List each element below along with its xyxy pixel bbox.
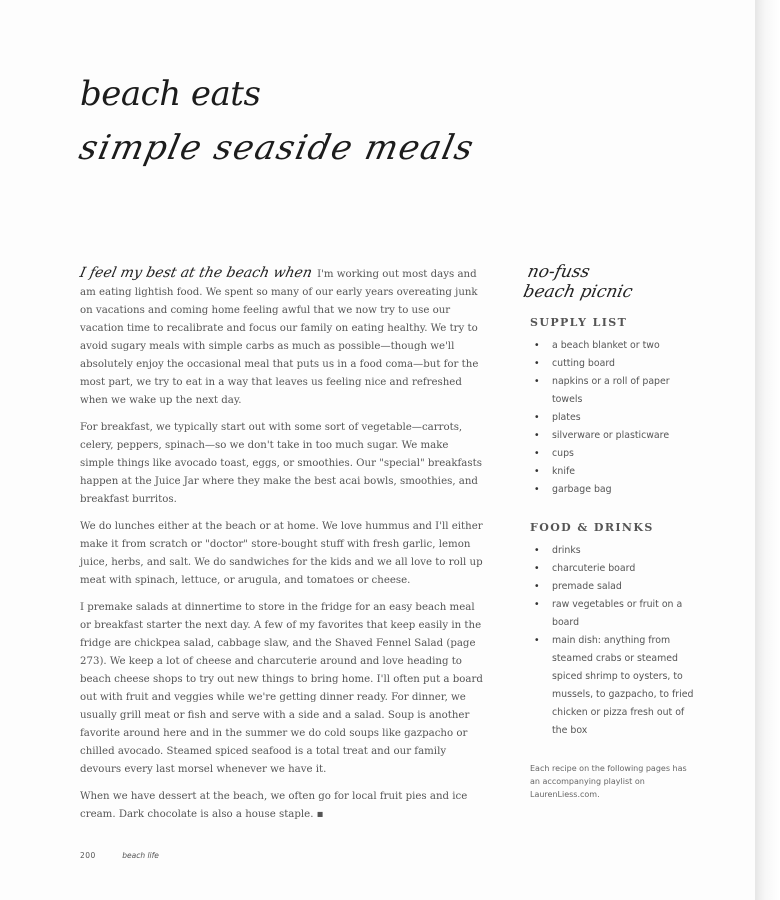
main-article: [80, 264, 485, 833]
paragraph-3: We do lunches either at the beach or at home. We love hummus and I'll either make it from scratch or "doctor" store-bought stuff with fresh garlic, lemon juice, herbs, and salt. We do sandwiches for the kids and we all love to roll up meat with spinach, lettuce, or arugula, and tomatoes or cheese.: [80, 521, 483, 586]
list-item: • cups: [530, 445, 700, 463]
page-edge: [755, 0, 780, 900]
food-drinks-heading: FOOD & DRINKS: [530, 521, 654, 534]
sidebar-title: [521, 262, 700, 302]
list-item: • cutting board: [530, 355, 700, 373]
list-item: • plates: [530, 409, 700, 427]
sidebar-picnic: [521, 262, 700, 801]
list-item: • raw vegetables or fruit on a board: [530, 596, 700, 632]
page-subtitle: simple seaside meals: [75, 128, 479, 168]
playlist-note: Each recipe on the following pages has an accompanying playlist on LaurenLiess.com.: [530, 764, 687, 799]
section-name: beach life: [122, 851, 159, 860]
list-item: • knife: [530, 463, 700, 481]
page-number: 200: [80, 851, 96, 860]
page-title: beach eats: [80, 74, 261, 114]
supply-list: [530, 337, 700, 499]
paragraph-4: I premake salads at dinnertime to store in the fridge for an easy beach meal or breakfast starter the next day. A few of my favorites that keep easily in the fridge are chickpea salad, cabbage slaw, and the Shaved Fennel Salad (page 273). We keep a lot of cheese and charcuterie around and love heading to beach cheese shops to try out new things to bring home. I'll often put a board out with fruit and veggies while we're getting dinner ready. For dinner, we usually grill meat or fish and serve with a side and a salad. Soup is another favorite around here and in the summer we do cold soups like gazpacho or chilled avocado. Steamed spiced seafood is a total treat and our family devours every last morsel whenever we have it.: [80, 602, 483, 775]
paragraph-1-text: I'm working out most days and am eating lightish food. We spent so many of our early years overeating junk on vacations and coming home feeling awful that we now try to use our vacation time to recalibrate and focus our family on eating healthy. We try to avoid sugary meals with simple carbs as much as possible—though we'll absolutely enjoy the occasional meal that puts us in a food coma—but for the most part, we try to eat in a way that leaves us feeling nice and refreshed when we wake up the next day.: [80, 269, 479, 406]
list-item: • drinks: [530, 542, 700, 560]
list-item: • silverware or plasticware: [530, 427, 700, 445]
sidebar-title-line-1: no-fuss: [525, 262, 592, 282]
list-item: • main dish: anything from steamed crabs or steamed spiced shrimp to oysters, to mussels, to gazpacho, to fried chicken or pizza fresh out of the box: [530, 632, 700, 740]
food-drinks-list: [530, 542, 700, 740]
list-item: • charcuterie board: [530, 560, 700, 578]
page-footer: [80, 851, 159, 860]
paragraph-5: When we have dessert at the beach, we often go for local fruit pies and ice cream. Dark chocolate is also a house staple. ▪: [80, 791, 468, 820]
paragraph-2: For breakfast, we typically start out with some sort of vegetable—carrots, celery, peppers, spinach—so we don't take in too much sugar. We make simple things like avocado toast, eggs, or smoothies. Our "special" breakfasts happen at the Juice Jar where they make the best acai bowls, smoothies, and breakfast burritos.: [80, 422, 482, 505]
list-item: • napkins or a roll of paper towels: [530, 373, 700, 409]
list-item: • premade salad: [530, 578, 700, 596]
list-item: • garbage bag: [530, 481, 700, 499]
sidebar-title-line-2: beach picnic: [521, 282, 635, 302]
supply-list-heading: SUPPLY LIST: [530, 316, 628, 329]
paragraph-1: [80, 264, 485, 410]
lead-in: I feel my best at the beach when: [78, 265, 314, 281]
list-item: • a beach blanket or two: [530, 337, 700, 355]
